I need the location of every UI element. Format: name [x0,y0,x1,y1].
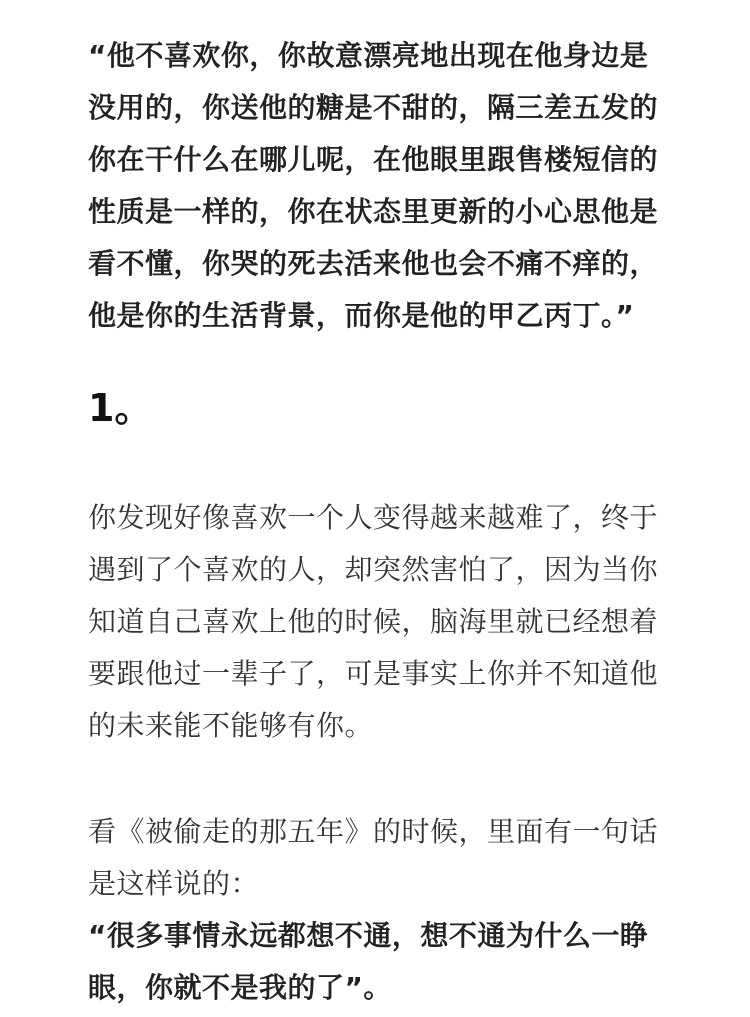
intro-quote-line: 你在干什么在哪儿呢，在他眼里跟售楼短信的 [88,143,659,176]
intro-quote [88,30,688,342]
paragraph-line: 要跟他过一辈子了，可是事实上你并不知道他 [88,657,659,690]
spacer [88,434,688,492]
spacer [88,752,688,806]
spacer [88,342,688,382]
closing-quote [88,910,688,1014]
intro-quote-line: “他不喜欢你，你故意漂亮地出现在他身边是 [88,39,649,72]
intro-quote-line: 性质是一样的，你在状态里更新的小心思他是 [88,195,659,228]
paragraph-1 [88,492,688,752]
section-heading: 1。 [88,386,153,430]
intro-quote-line: 看不懂，你哭的死去活来他也会不痛不痒的， [88,247,659,280]
paragraph-line: 知道自己喜欢上他的时候，脑海里就已经想着 [88,605,659,638]
paragraph-line: 遇到了个喜欢的人，却突然害怕了，因为当你 [88,553,659,586]
paragraph-line: 的未来能不能够有你。 [88,709,374,742]
closing-quote-line: “很多事情永远都想不通，想不通为什么一睁 [88,919,649,952]
paragraph-line: 你发现好像喜欢一个人变得越来越难了，终于 [88,501,659,534]
paragraph-line: 看《被偷走的那五年》的时候，里面有一句话 [88,815,659,848]
intro-quote-line: 他是你的生活背景，而你是他的甲乙丙丁。” [88,299,635,332]
article-body [88,30,688,1014]
intro-quote-line: 没用的，你送他的糖是不甜的，隔三差五发的 [88,91,659,124]
paragraph-2 [88,806,688,910]
closing-quote-line: 眼，你就不是我的了”。 [88,971,392,1004]
paragraph-line: 是这样说的： [88,867,260,900]
